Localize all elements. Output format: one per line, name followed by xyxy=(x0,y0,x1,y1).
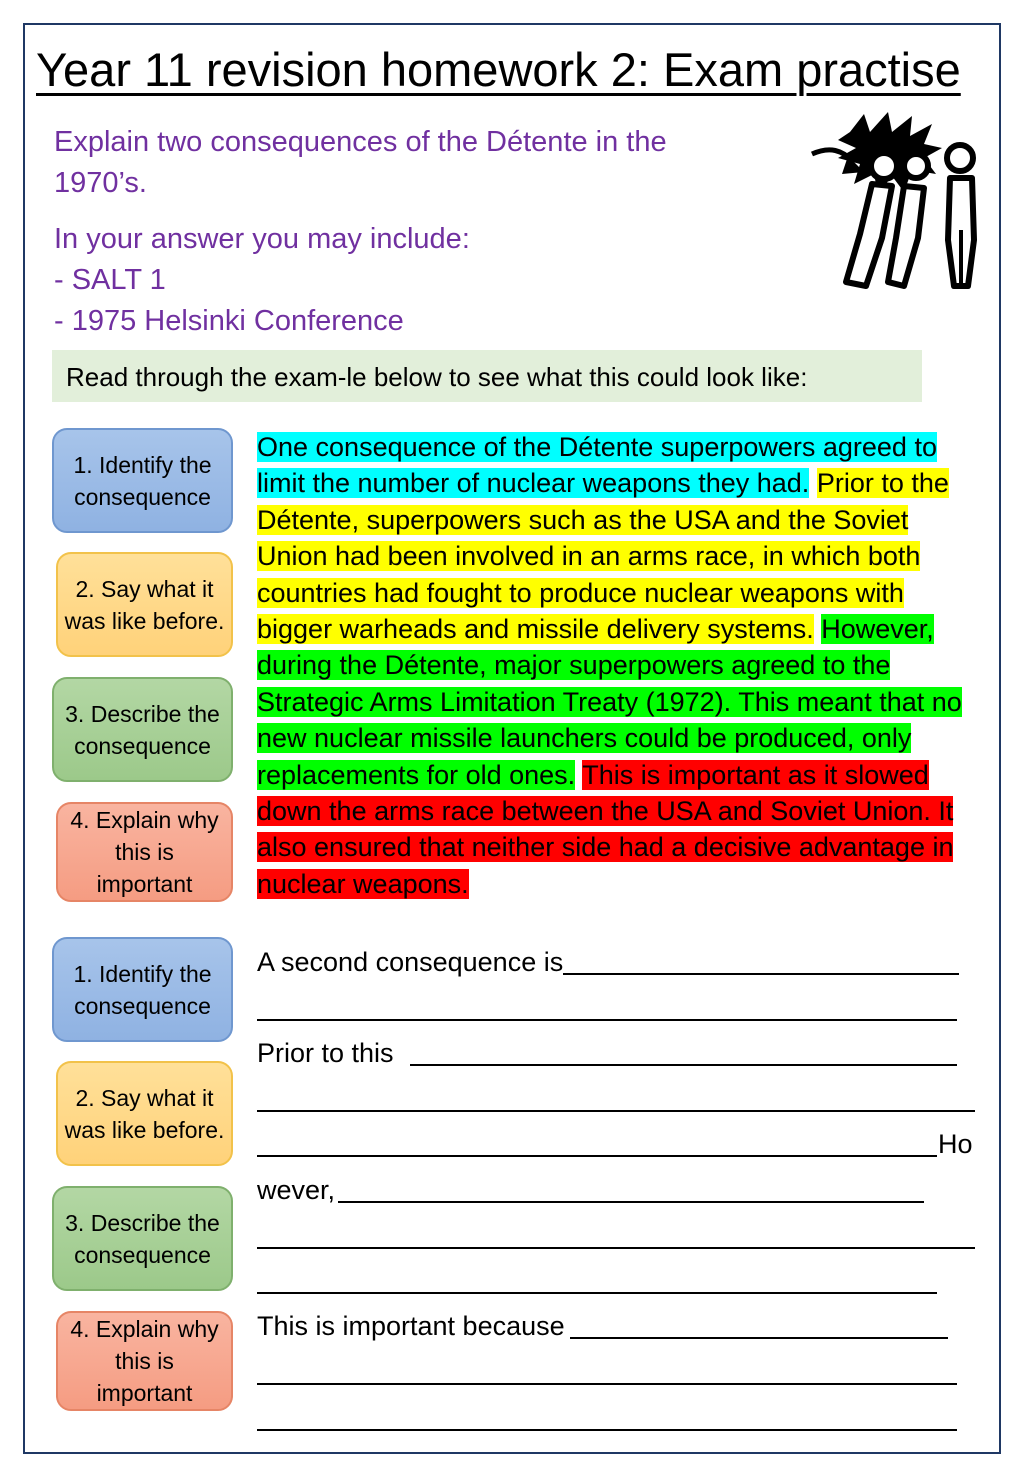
answer-line[interactable] xyxy=(257,1155,937,1157)
answer-line[interactable] xyxy=(338,1201,924,1203)
answer-line[interactable] xyxy=(563,973,959,975)
exam-question xyxy=(54,122,774,342)
example-answer xyxy=(257,429,977,902)
instruction-banner xyxy=(52,350,922,402)
bullet-salt: - SALT 1 xyxy=(54,264,166,296)
banner-text: Read through the exam-le below to see what this could look like: xyxy=(66,362,808,392)
step-identify-box xyxy=(52,937,233,1042)
step-explain-box xyxy=(56,1311,233,1411)
answer-line[interactable] xyxy=(257,1383,957,1385)
page-title: Year 11 revision homework 2: Exam practise xyxy=(36,43,961,96)
step-identify-label: 1. Identify the consequence xyxy=(73,960,212,1019)
include-heading: In your answer you may include: xyxy=(54,223,470,255)
bullet-helsinki: - 1975 Helsinki Conference xyxy=(54,305,404,337)
answer-describe: However, during the Détente, major superpowers agreed to the Strategic Arms Limitation Treaty (1972). This meant that no new nuclear missile launchers could be produced, only replacements for old ones. xyxy=(257,614,962,790)
prompt-important: This is important because xyxy=(257,1311,565,1341)
question-line-2: 1970’s. xyxy=(54,167,147,199)
answer-before: Prior to the Détente, superpowers such as the USA and the Soviet Union had been involved in an arms race, in which both countries had fought to produce nuclear weapons with bigger warheads and missile delivery systems. xyxy=(257,468,949,645)
answer-line[interactable] xyxy=(570,1337,948,1339)
step-describe-label: 3. Describe the consequence xyxy=(65,700,220,759)
answer-identify: One consequence of the Détente superpowers agreed to limit the number of nuclear weapons they had. xyxy=(257,432,937,499)
step-explain-label: 4. Explain why this is important xyxy=(70,807,219,897)
answer-line[interactable] xyxy=(257,1247,975,1249)
answer-line[interactable] xyxy=(257,1110,975,1112)
step-describe-box xyxy=(52,1186,233,1291)
prompt-ho: Ho xyxy=(938,1129,973,1159)
step-describe-label: 3. Describe the consequence xyxy=(65,1209,220,1268)
step-explain-box xyxy=(56,802,233,902)
step-describe-box xyxy=(52,677,233,782)
step-before-label: 2. Say what it was like before. xyxy=(64,575,225,634)
answer-line[interactable] xyxy=(410,1064,957,1066)
step-before-box xyxy=(56,1061,233,1166)
step-identify-label: 1. Identify the consequence xyxy=(73,451,212,510)
answer-line[interactable] xyxy=(257,1019,957,1021)
answer-line[interactable] xyxy=(257,1292,937,1294)
prompt-prior: Prior to this xyxy=(257,1038,394,1068)
answer-line[interactable] xyxy=(257,1429,957,1431)
prompt-second-consequence: A second consequence is xyxy=(257,947,564,977)
answer-explain: This is important as it slowed down the arms race between the USA and Soviet Union. It also ensured that neither side had a decisive advantage in nuclear weapons. xyxy=(257,759,954,899)
step-before-box xyxy=(56,552,233,657)
step-identify-box xyxy=(52,428,233,533)
question-line-1: Explain two consequences of the Détente in the xyxy=(54,126,667,158)
prompt-however: wever, xyxy=(257,1175,336,1205)
stickman-push-icon xyxy=(808,110,984,295)
step-before-label: 2. Say what it was like before. xyxy=(64,1084,225,1143)
step-explain-label: 4. Explain why this is important xyxy=(70,1316,219,1406)
